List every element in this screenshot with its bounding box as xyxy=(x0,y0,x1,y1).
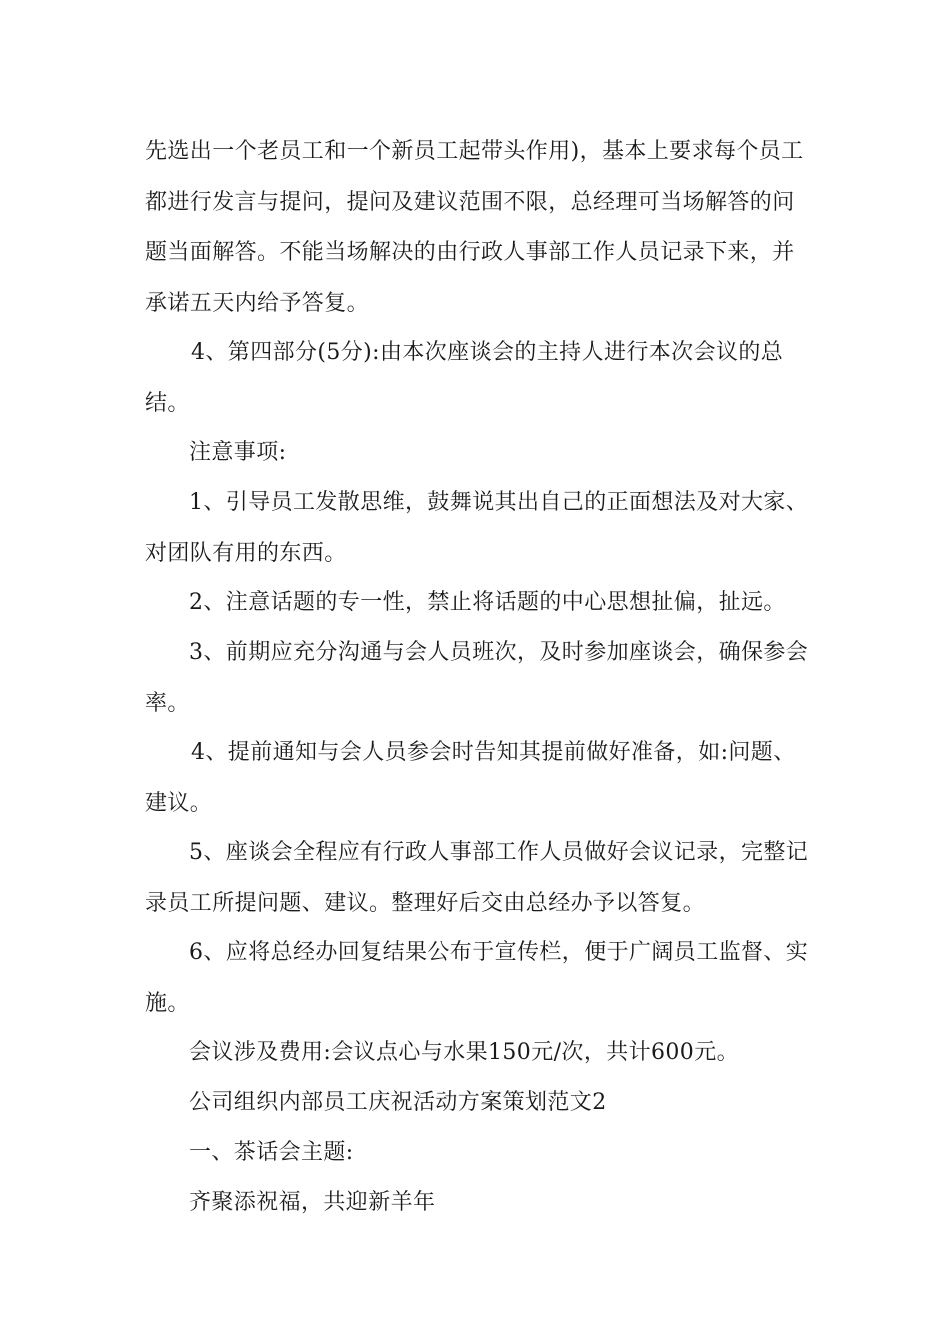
note-item-2: 2、注意话题的专一性，禁止将话题的中心思想扯偏，扯远。 xyxy=(189,590,786,615)
note-item-1: 1、引导员工发散思维，鼓舞说其出自己的正面想法及对大家、对团队有用的东西。 xyxy=(145,490,809,566)
heading-notes: 注意事项: xyxy=(189,440,287,465)
section-title: 公司组织内部员工庆祝活动方案策划范文2 xyxy=(189,1090,607,1115)
paragraph-continuation: 先选出一个老员工和一个新员工起带头作用)，基本上要求每个员工都进行发言与提问，提问及建议范围不限，总经理可当场解答的问题当面解答。不能当场解决的由行政人事部工作人员记录下来，并承诺五天内给予答复。 xyxy=(145,139,804,316)
note-item-5: 5、座谈会全程应有行政人事部工作人员做好会议记录，完整记录员工所提问题、建议。整理好后交由总经办予以答复。 xyxy=(145,840,809,916)
note-item-4: 4、提前通知与会人员参会时告知其提前做好准备，如:问题、建议。 xyxy=(145,740,796,816)
heading-theme: 一、茶话会主题: xyxy=(189,1140,354,1165)
theme-text: 齐聚添祝福，共迎新羊年 xyxy=(189,1190,436,1215)
meeting-cost: 会议涉及费用:会议点心与水果150元/次，共计600元。 xyxy=(189,1040,740,1065)
note-item-6: 6、应将总经办回复结果公布于宣传栏，便于广阔员工监督、实施。 xyxy=(145,940,809,1016)
note-item-3: 3、前期应充分沟通与会人员班次，及时参加座谈会，确保参会率。 xyxy=(145,640,809,716)
paragraph-part-four: 4、第四部分(5分):由本次座谈会的主持人进行本次会议的总结。 xyxy=(145,340,784,416)
